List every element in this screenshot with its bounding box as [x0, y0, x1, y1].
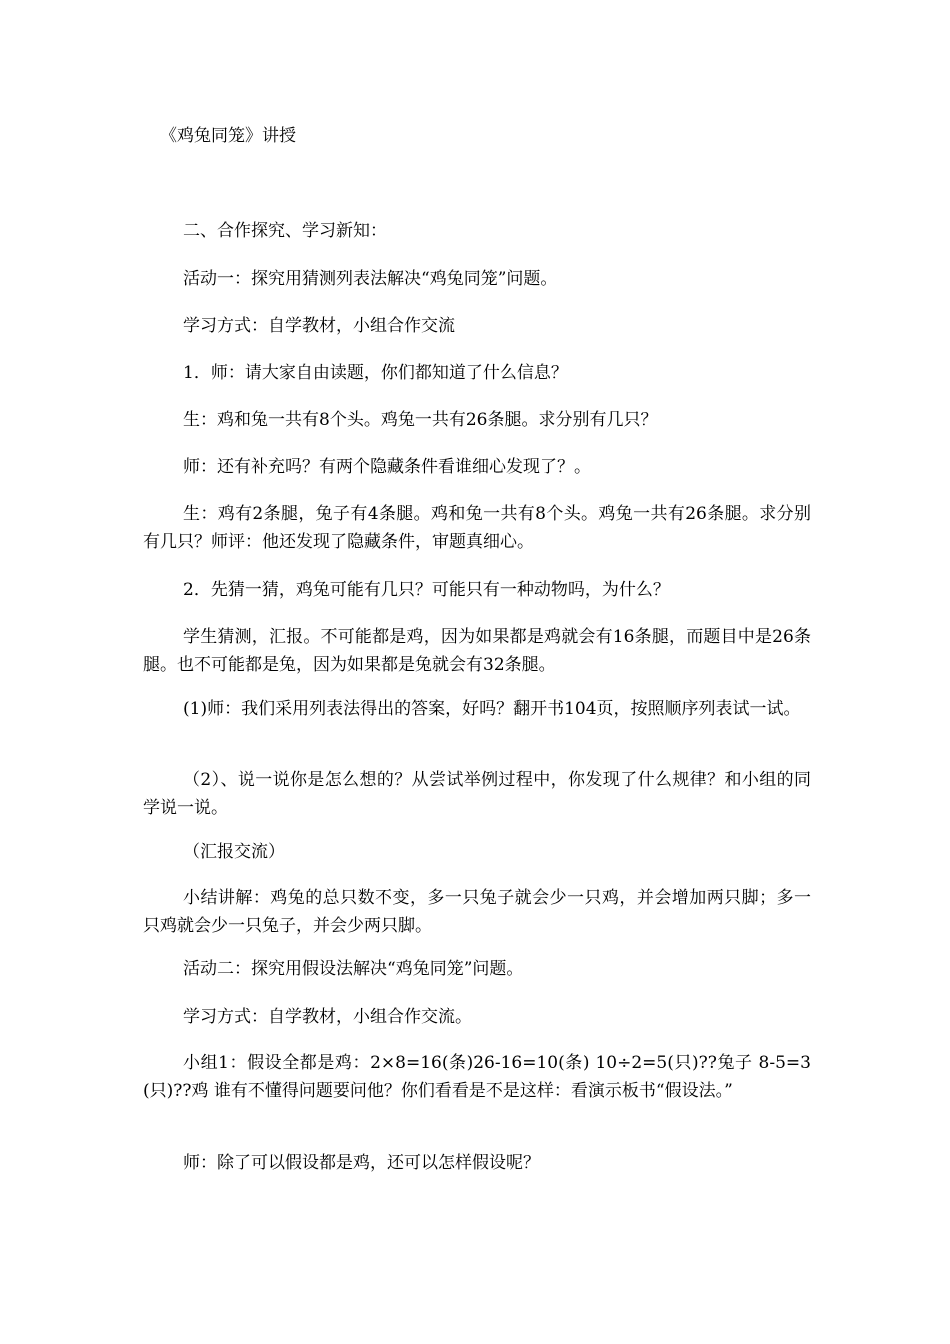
paragraph-explain-rule: （2）、说一说你是怎么想的？从尝试举例过程中，你发现了什么规律？和小组的同学说一说。	[143, 770, 811, 818]
document-title: 《鸡兔同笼》讲授	[160, 126, 296, 146]
paragraph-teacher-question-1: 1．师：请大家自由读题，你们都知道了什么信息？	[183, 363, 568, 383]
paragraph-summary: 小结讲解：鸡兔的总只数不变，多一只兔子就会少一只鸡，并会增加两只脚；多一只鸡就会少一只兔子，并会少两只脚。	[143, 888, 811, 936]
paragraph-activity-two: 活动二：探究用假设法解决“鸡兔同笼”问题。	[183, 959, 524, 979]
paragraph-student-guess: 学生猜测，汇报。不可能都是鸡，因为如果都是鸡就会有16条腿，而题目中是26条腿。也不可能都是兔，因为如果都是兔就会有32条腿。	[143, 627, 811, 675]
paragraph-group-one: 小组1：假设全都是鸡：2×8=16(条)26-16=10(条) 10÷2=5(只)??兔子 8-5=3(只)??鸡 谁有不懂得问题要问他？你们看看是不是这样：看演示板书“假设法。”	[143, 1053, 811, 1101]
paragraph-list-method: (1)师：我们采用列表法得出的答案，好吗？翻开书104页，按照顺序列表试一试。	[183, 699, 801, 719]
paragraph-learning-method-2: 学习方式：自学教材，小组合作交流。	[183, 1007, 472, 1027]
paragraph-guess-question: 2．先猜一猜，鸡兔可能有几只？可能只有一种动物吗，为什么？	[183, 580, 670, 600]
paragraph-report: （汇报交流）	[183, 842, 285, 862]
paragraph-learning-method-1: 学习方式：自学教材，小组合作交流	[183, 316, 455, 336]
paragraph-teacher-question-3: 师：除了可以假设都是鸡，还可以怎样假设呢？	[183, 1153, 540, 1173]
paragraph-teacher-question-2: 师：还有补充吗？有两个隐藏条件看谁细心发现了？。	[183, 457, 591, 477]
paragraph-student-answer-1: 生：鸡和兔一共有8个头。鸡兔一共有26条腿。求分别有几只？	[183, 410, 658, 430]
paragraph-student-answer-2: 生：鸡有2条腿，兔子有4条腿。鸡和兔一共有8个头。鸡兔一共有26条腿。求分别有几只？师评：他还发现了隐藏条件，审题真细心。	[143, 504, 811, 552]
paragraph-activity-one: 活动一：探究用猜测列表法解决“鸡兔同笼”问题。	[183, 269, 558, 289]
paragraph-section-heading: 二、合作探究、学习新知：	[183, 221, 387, 241]
